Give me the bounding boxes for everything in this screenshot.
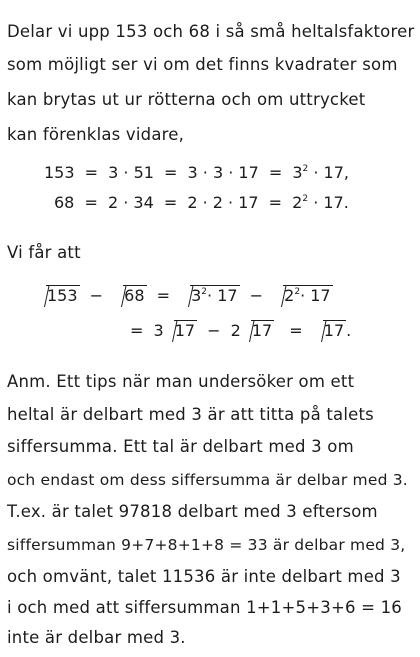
text-line: och omvänt, talet 11536 är inte delbart med 3 xyxy=(7,567,401,586)
radical: $3^2\cdot 17$ xyxy=(181,285,239,306)
text-line: inte är delbar med 3. xyxy=(7,628,186,647)
sqrt-equation-1: $153 - 68 = 3^2\cdot 17 - 2^2\cdot 17$ xyxy=(36,285,333,306)
text-line: kan förenklas vidare, xyxy=(7,125,185,144)
radical: 17 xyxy=(165,320,197,341)
text-line: T.ex. är talet 97818 delbart med 3 eftersom xyxy=(7,502,378,521)
text-line: Vi får att xyxy=(7,243,81,262)
factor-base: 2 xyxy=(292,193,303,212)
radical: $2^2\cdot 17$ xyxy=(274,285,332,306)
factor-lhs: 68 xyxy=(54,193,75,212)
text-line: i och med att siffersumman 1+1+5+3+6 = 16 xyxy=(7,598,402,617)
radical: 17 xyxy=(314,320,346,341)
text-line: heltal är delbart med 3 är att titta på talets xyxy=(7,405,374,424)
factor-base: 3 xyxy=(292,163,303,182)
radical: 153 xyxy=(37,285,80,306)
radical: 68 xyxy=(114,285,146,306)
factor-step: 2 · 2 · 17 xyxy=(187,193,259,212)
radical: 17 xyxy=(242,320,274,341)
text-line: Delar vi upp 153 och 68 i så små heltalsfaktorer xyxy=(7,22,415,41)
text-line: och endast om dess siffersumma är delbar med 3. xyxy=(7,471,408,489)
text-line: siffersumman 9+7+8+1+8 = 33 är delbar med 3, xyxy=(7,536,406,554)
text-line: kan brytas ut ur rötterna och om uttrycket xyxy=(7,90,366,109)
factor-lhs: 153 xyxy=(44,163,75,182)
text-line: som möjligt ser vi om det finns kvadrater som xyxy=(7,55,398,74)
factor-exponent: 2 xyxy=(302,164,309,174)
factor-step: 3 · 51 xyxy=(108,163,154,182)
factor-tail: · 17. xyxy=(313,193,349,212)
factor-exponent: 2 xyxy=(302,194,309,204)
sqrt-equation-2: = 3 17 − 2 17 = 17 . xyxy=(130,321,352,340)
factor-step: 3 · 3 · 17 xyxy=(187,163,259,182)
text-line: Anm. Ett tips när man undersöker om ett xyxy=(7,372,355,391)
factor-step: 2 · 34 xyxy=(107,193,154,212)
factor-tail: · 17, xyxy=(313,163,349,182)
text-line: siffersumma. Ett tal är delbart med 3 om xyxy=(7,437,354,456)
factorization-68: $68 = 2 \cdot 34 = 2 \cdot 2 \cdot 17 = 2^2 \cdot 17$. xyxy=(54,193,349,212)
factorization-153: $153 = 3 \cdot 51 = 3 \cdot 3 \cdot 17 = 3^2 \cdot 17$, xyxy=(44,163,349,182)
